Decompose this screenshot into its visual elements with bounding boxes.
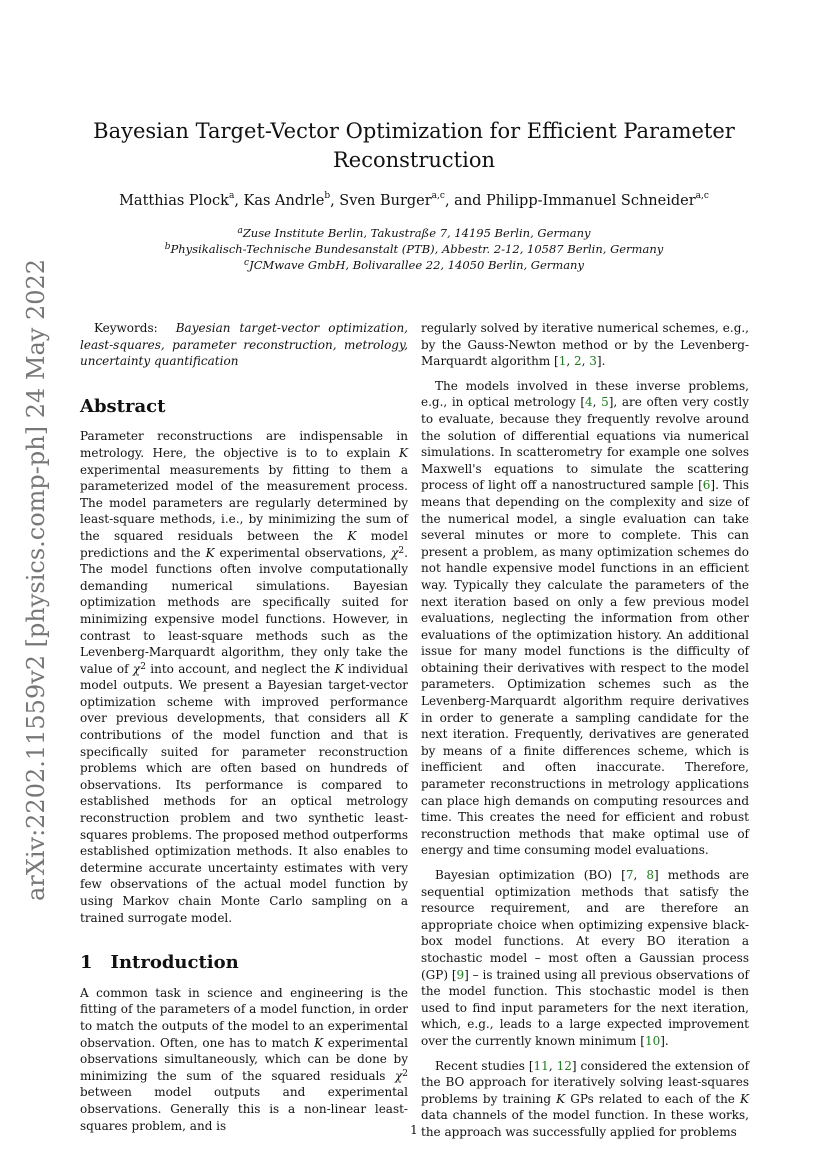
right-column	[421, 320, 749, 1141]
citation-link[interactable]: 11	[533, 1058, 549, 1073]
keywords-text: Bayesian target-vector optimization, least-squares, parameter reconstruction, metrology, uncertainty quantification	[80, 321, 408, 369]
intro-continued-paragraph: regularly solved by iterative numerical schemes, e.g., by the Gauss-Newton method or by the Levenberg-Marquardt algorithm [1, 2, 3].	[421, 321, 749, 369]
affiliation-c-text: JCMwave GmbH, Bolivarallee 22, 14050 Berlin, Germany	[249, 258, 584, 272]
abstract-heading: Abstract	[80, 395, 166, 417]
keywords-label: Keywords:	[94, 321, 158, 335]
affiliation-a	[80, 225, 748, 241]
affiliation-b	[80, 241, 748, 257]
affiliation-a-marker: a	[237, 226, 243, 236]
title-line-2: Reconstruction	[332, 148, 496, 172]
author-3-affil: a,c	[431, 191, 445, 201]
citation-link[interactable]: 7	[625, 868, 634, 882]
citation-link[interactable]: 6	[702, 478, 711, 493]
author-2-affil: b	[324, 191, 331, 201]
arxiv-stamp	[2, 230, 62, 930]
citation-link[interactable]: 10	[644, 1033, 661, 1048]
author-4-affil: a,c	[695, 191, 709, 201]
author-2: , Kas Andrle	[234, 193, 325, 209]
section-title: Introduction	[110, 952, 239, 974]
author-4: , and Philipp-Immanuel Schneider	[444, 193, 696, 209]
citation-link[interactable]: 3	[589, 354, 597, 369]
affiliation-c-marker: c	[244, 258, 250, 268]
citation-link[interactable]: 2	[573, 354, 582, 369]
citation-link[interactable]: 5	[601, 395, 609, 410]
models-paragraph: The models involved in these inverse problems, e.g., in optical metrology [4, 5], are often very costly to evaluate, because they frequently revolve around the solution of differential equations via numerical simulations. In scatterometry for example one solves Maxwell's equations to simulate the scattering process of light off a nanostructured sample [6]. This means that depending on the complexity and size of the numerical model, a single evaluation can take several minutes or more to complete. This can present a problem, as many optimization schemes do not handle expensive model functions in an efficient way. Typically they calculate the parameters of the next iteration based on only a few previous model evaluations, neglecting the information from other evaluations of the optimization history. An additional issue for many model functions is the difficulty of obtaining their derivatives with respect to the model parameters. Optimization schemes such as the Levenberg-Marquardt algorithm require derivatives in order to generate a sampling candidate for the next iteration. Frequently, derivatives are generated by means of a finite differences scheme, which is inefficient and often inaccurate. Therefore, parameter reconstructions in metrology applications can place high demands on computing resources and time. This creates the need for efficient and robust reconstruction methods that make optimal use of energy and time consuming model evaluations.	[421, 378, 749, 858]
author-1: Matthias Plock	[119, 193, 229, 209]
introduction-paragraph: A common task in science and engineering is the fitting of the parameters of a model function, in order to match the outputs of the model to an experimental observation. Often, one has to match K experimental observations simultaneously, which can be done by minimizing the sum of the squared residuals $\chi^2$ between model outputs and experimental observations. Generally this is a non-linear least-squares problem, and is	[80, 985, 408, 1133]
author-1-affil: a	[228, 191, 235, 201]
arxiv-stamp-text: arXiv:2202.11559v2 [physics.comp-ph] 24 May 2022	[22, 258, 50, 902]
section-number: 1	[80, 952, 93, 974]
bayesian-optimization-paragraph: Bayesian optimization (BO) [7, 8] methods are sequential optimization methods that satisfy the resource requirement, and are therefore an appropriate choice when optimizing expensive black-box model functions. At every BO iteration a stochastic model – most often a Gaussian process (GP) [9] – is trained using all previous observations of the model function. This stochastic model is then used to find input parameters for the next iteration, which, e.g., leads to a large expected improvement over the currently known minimum [10].	[421, 868, 749, 1048]
affiliation-b-text: Physikalisch-Technische Bundesanstalt (PTB), Abbestr. 2-12, 10587 Berlin, Germany	[170, 242, 664, 256]
keywords	[80, 320, 408, 370]
title-line-1: Bayesian Target-Vector Optimization for Efficient Parameter	[93, 119, 735, 143]
citation-link[interactable]: 12	[556, 1058, 572, 1073]
author-list	[80, 193, 748, 209]
author-3: , Sven Burger	[330, 193, 432, 209]
affiliations	[80, 225, 748, 273]
recent-studies-paragraph: Recent studies [11, 12] considered the extension of the BO approach for iteratively solving least-squares problems by training K GPs related to each of the K data channels of the model function. In these works, the approach was successfully applied for problems	[421, 1058, 750, 1139]
affiliation-c	[80, 257, 748, 273]
page-number: 1	[410, 1123, 418, 1137]
abstract-text: Parameter reconstructions are indispensable in metrology. Here, the objective is to to explain K experimental measurements by fitting to them a parameterized model of the measurement process. The model parameters are regularly determined by least-square methods, i.e., by minimizing the sum of the squared residuals between the K model predictions and the K experimental observations, $\chi^2$. The model functions often involve computationally demanding numerical simulations. Bayesian optimization methods are specifically suited for minimizing expensive model functions. However, in contrast to least-square methods such as the Levenberg-Marquardt algorithm, they only take the value of $\chi^2$ into account, and neglect the K individual model outputs. We present a Bayesian target-vector optimization scheme with improved performance over previous developments, that considers all K contributions of the model function and that is specifically suited for parameter reconstruction problems which are often based on hundreds of observations. Its performance is compared to established methods for an optical metrology reconstruction problem and two synthetic least-squares problems. The proposed method outperforms established optimization methods. It also enables to determine accurate uncertainty estimates with very few observations of the actual model function by using Markov chain Monte Carlo sampling on a trained surrogate model.	[80, 429, 409, 925]
citation-link[interactable]: 8	[646, 868, 655, 882]
citation-link[interactable]: 1	[558, 354, 567, 369]
affiliation-b-marker: b	[164, 242, 171, 252]
left-column	[80, 320, 408, 1134]
citation-link[interactable]: 9	[456, 967, 465, 982]
affiliation-a-text: Zuse Institute Berlin, Takustraße 7, 14195 Berlin, Germany	[242, 226, 591, 240]
citation-link[interactable]: 4	[585, 395, 593, 410]
paper-title	[80, 117, 748, 175]
introduction-heading	[80, 952, 408, 974]
